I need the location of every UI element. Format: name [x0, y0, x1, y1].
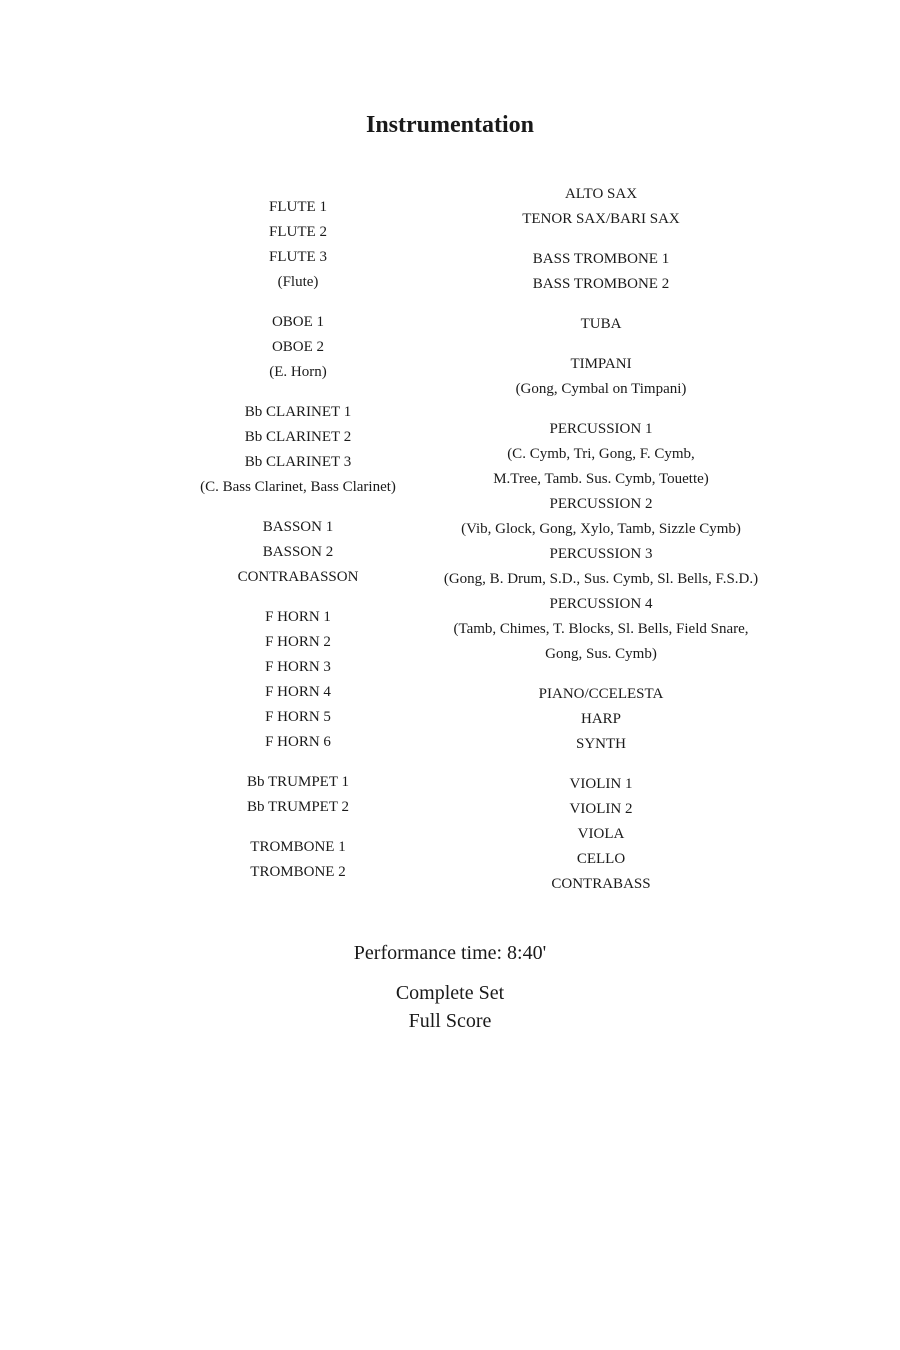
- instrument-group: [411, 312, 791, 337]
- instrument-line: BASSON 2: [262, 544, 334, 560]
- instrument-line: Bb CLARINET 2: [244, 429, 352, 445]
- instrument-line: (C. Cymb, Tri, Gong, F. Cymb,: [507, 446, 695, 462]
- instrument-line: BASSON 1: [262, 519, 334, 535]
- instrument-line: (Gong, Cymbal on Timpani): [515, 381, 687, 397]
- instrument-line: CONTRABASS: [551, 876, 651, 892]
- instrument-line: TROMBONE 1: [250, 839, 346, 855]
- set-line-full-score: Full Score: [408, 1010, 492, 1032]
- instrument-line: CELLO: [576, 851, 626, 867]
- instrument-group: [411, 182, 791, 232]
- instrument-line: (E. Horn): [269, 364, 327, 380]
- instrument-line: TENOR SAX/BARI SAX: [522, 211, 680, 227]
- instrument-line: F HORN 1: [265, 609, 331, 625]
- instrument-line: CONTRABASSON: [237, 569, 359, 585]
- instrument-line: SYNTH: [575, 736, 626, 752]
- instrument-line: F HORN 5: [265, 709, 331, 725]
- instrument-group: [411, 247, 791, 297]
- instrument-line: FLUTE 2: [269, 224, 327, 240]
- set-line-complete-set: Complete Set: [395, 982, 505, 1004]
- score-set-info: [0, 979, 900, 1035]
- instrument-line: (C. Bass Clarinet, Bass Clarinet): [200, 479, 396, 495]
- instrument-line: (Flute): [277, 274, 319, 290]
- instrument-line: OBOE 2: [271, 339, 325, 355]
- instrument-line: TROMBONE 2: [250, 864, 346, 880]
- right-instrument-column: [411, 182, 791, 912]
- instrument-line: F HORN 2: [265, 634, 331, 650]
- instrument-line: F HORN 3: [265, 659, 331, 675]
- instrument-line: Bb CLARINET 3: [244, 454, 352, 470]
- instrument-line: VIOLIN 1: [569, 776, 633, 792]
- instrument-line: FLUTE 3: [269, 249, 327, 265]
- instrument-line: PERCUSSION 2: [549, 496, 653, 512]
- instrument-line: HARP: [580, 711, 621, 727]
- instrument-line: M.Tree, Tamb. Sus. Cymb, Touette): [493, 471, 709, 487]
- instrument-group: [411, 352, 791, 402]
- instrument-line: FLUTE 1: [269, 199, 327, 215]
- instrument-line: Bb TRUMPET 1: [247, 774, 349, 790]
- instrument-line: TUBA: [580, 316, 622, 332]
- instrument-group: [411, 772, 791, 897]
- instrument-line: PIANO/CCELESTA: [538, 686, 664, 702]
- instrument-line: PERCUSSION 4: [549, 596, 653, 612]
- instrument-line: (Vib, Glock, Gong, Xylo, Tamb, Sizzle Cymb): [461, 521, 741, 537]
- instrument-line: VIOLA: [577, 826, 625, 842]
- instrument-group: [411, 682, 791, 757]
- page-title: Instrumentation: [365, 112, 534, 138]
- instrument-line: TIMPANI: [570, 356, 632, 372]
- performance-time: Performance time: 8:40': [353, 942, 547, 964]
- instrument-line: PERCUSSION 1: [549, 421, 653, 437]
- instrument-line: (Gong, B. Drum, S.D., Sus. Cymb, Sl. Bells, F.S.D.): [443, 571, 759, 587]
- instrument-line: BASS TROMBONE 1: [532, 251, 670, 267]
- instrument-line: Bb CLARINET 1: [244, 404, 352, 420]
- instrument-line: Gong, Sus. Cymb): [545, 646, 657, 662]
- instrument-line: ALTO SAX: [564, 186, 638, 202]
- instrument-line: OBOE 1: [271, 314, 325, 330]
- instrument-line: BASS TROMBONE 2: [532, 276, 670, 292]
- instrument-line: VIOLIN 2: [569, 801, 633, 817]
- instrument-line: F HORN 6: [265, 734, 331, 750]
- instrument-line: PERCUSSION 3: [549, 546, 653, 562]
- instrument-line: Bb TRUMPET 2: [247, 799, 349, 815]
- instrument-line: (Tamb, Chimes, T. Blocks, Sl. Bells, Field Snare,: [453, 621, 749, 637]
- instrument-line: F HORN 4: [265, 684, 331, 700]
- instrument-group: [411, 417, 791, 667]
